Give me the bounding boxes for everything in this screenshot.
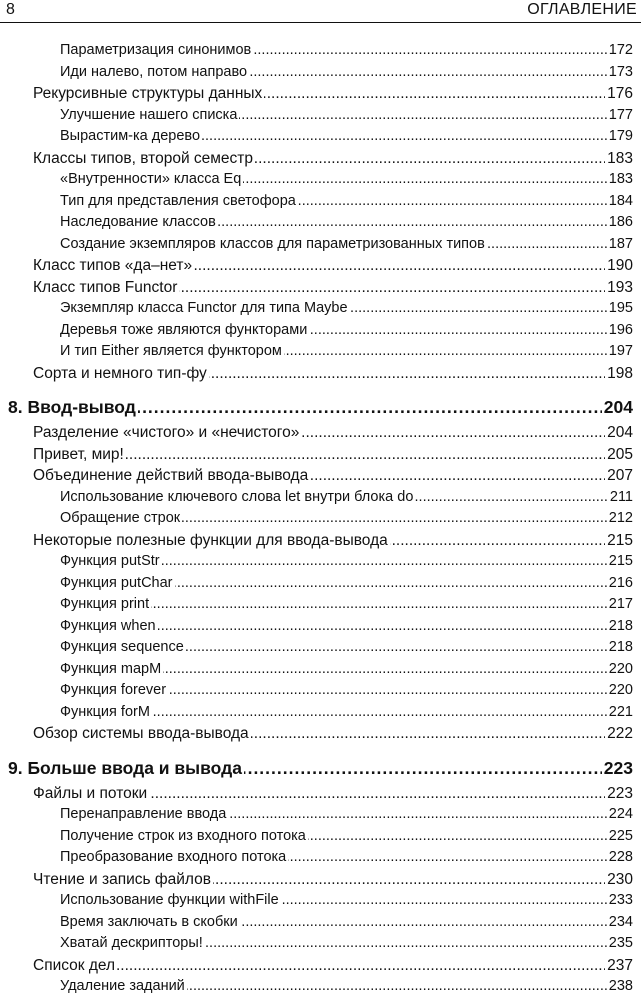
toc-entry-page: 204 — [602, 392, 633, 422]
toc-entry-title: Класс типов «да–нет» — [33, 255, 194, 277]
toc-entry-title: Обращение строк — [60, 508, 182, 530]
toc-section-entry — [0, 363, 641, 385]
toc-chapter-entry — [0, 392, 641, 422]
toc-entry-page: 218 — [607, 637, 633, 659]
toc-entry-page: 223 — [605, 783, 633, 805]
toc-entry-page: 207 — [605, 465, 633, 487]
toc-entry-title: Функция putChar — [60, 573, 175, 595]
toc-subsection-entry — [0, 212, 641, 234]
toc-entry-title: Вырастим-ка дерево — [60, 126, 202, 148]
toc-section-entry — [0, 869, 641, 891]
toc-subsection-entry — [0, 62, 641, 84]
toc-section-entry — [0, 83, 641, 105]
toc-entry-page: 183 — [605, 148, 633, 170]
toc-entry-page: 195 — [607, 298, 633, 320]
toc-entry-title: Классы типов, второй семестр — [33, 148, 255, 170]
page-number: 8 — [6, 1, 15, 18]
toc-entry-title: Некоторые полезные функции для ввода-вывода — [33, 530, 390, 552]
toc-entry-title: Перенаправление ввода — [60, 804, 228, 826]
toc-entry-page: 218 — [607, 616, 633, 638]
toc-chapter-entry — [0, 753, 641, 783]
toc-section-entry — [0, 465, 641, 487]
toc-entry-page: 215 — [605, 530, 633, 552]
toc-section-entry — [0, 530, 641, 552]
toc-subsection-entry — [0, 40, 641, 62]
toc-entry-title: И тип Either является функтором — [60, 341, 284, 363]
toc-subsection-entry — [0, 847, 641, 869]
toc-entry-page: 237 — [605, 955, 633, 977]
toc-entry-page: 215 — [607, 551, 633, 573]
toc-entry-title: Создание экземпляров классов для параметризованных типов — [60, 234, 487, 256]
toc-entry-page: 198 — [605, 363, 633, 385]
toc-entry-title: Привет, мир! — [33, 444, 126, 466]
toc-entry-title: Использование функции withFile — [60, 890, 281, 912]
toc-subsection-entry — [0, 933, 641, 955]
toc-entry-page: 217 — [607, 594, 633, 616]
toc-subsection-entry — [0, 320, 641, 342]
toc-entry-page: 211 — [608, 487, 633, 509]
toc-entry-page: 205 — [605, 444, 633, 466]
toc-entry-page: 234 — [607, 912, 633, 934]
toc-entry-title: Обзор системы ввода-вывода — [33, 723, 251, 745]
toc-entry-title: Список дел — [33, 955, 117, 977]
toc-entry-title: 9. Больше ввода и вывода — [8, 753, 244, 783]
toc-entry-page: 187 — [607, 234, 633, 256]
toc-entry-title: Сорта и немного тип-фу — [33, 363, 209, 385]
toc-subsection-entry — [0, 551, 641, 573]
toc-subsection-entry — [0, 826, 641, 848]
toc-subsection-entry — [0, 616, 641, 638]
toc-section-entry — [0, 255, 641, 277]
toc-entry-title: Улучшение нашего списка — [60, 105, 239, 127]
table-of-contents — [0, 40, 641, 998]
toc-entry-title: Функция forM — [60, 702, 152, 724]
toc-entry-page: 183 — [607, 169, 633, 191]
toc-subsection-entry — [0, 298, 641, 320]
toc-entry-title: Преобразование входного потока — [60, 847, 288, 869]
toc-entry-title: Рекурсивные структуры данных — [33, 83, 264, 105]
toc-subsection-entry — [0, 234, 641, 256]
toc-entry-title: Функция forever — [60, 680, 168, 702]
toc-entry-title: Класс типов Functor — [33, 277, 179, 299]
toc-entry-title: Функция putStr — [60, 551, 162, 573]
dot-leader — [60, 392, 611, 422]
toc-subsection-entry — [0, 105, 641, 127]
toc-entry-page: 197 — [607, 341, 633, 363]
toc-entry-page: 238 — [607, 976, 633, 998]
dot-leader — [60, 444, 611, 466]
toc-subsection-entry — [0, 508, 641, 530]
toc-subsection-entry — [0, 659, 641, 681]
toc-subsection-entry — [0, 702, 641, 724]
toc-section-entry — [0, 148, 641, 170]
toc-section-entry — [0, 277, 641, 299]
toc-entry-page: 177 — [607, 105, 633, 127]
toc-subsection-entry — [0, 976, 641, 998]
dot-leader — [60, 955, 611, 977]
toc-entry-page: 228 — [607, 847, 633, 869]
toc-subsection-entry — [0, 341, 641, 363]
toc-section-entry — [0, 444, 641, 466]
toc-entry-page: 222 — [605, 723, 633, 745]
toc-entry-page: 173 — [607, 62, 633, 84]
toc-entry-page: 184 — [607, 191, 633, 213]
toc-subsection-entry — [0, 487, 641, 509]
toc-entry-title: Хватай дескрипторы! — [60, 933, 205, 955]
toc-entry-page: 223 — [602, 753, 633, 783]
toc-section-entry — [0, 422, 641, 444]
toc-entry-title: 8. Ввод-вывод — [8, 392, 138, 422]
toc-section-entry — [0, 723, 641, 745]
toc-subsection-entry — [0, 912, 641, 934]
toc-entry-title: Разделение «чистого» и «нечистого» — [33, 422, 301, 444]
toc-subsection-entry — [0, 890, 641, 912]
toc-entry-page: 220 — [607, 680, 633, 702]
toc-entry-title: Деревья тоже являются функторами — [60, 320, 309, 342]
toc-entry-title: Время заключать в скобки — [60, 912, 240, 934]
toc-entry-title: Иди налево, потом направо — [60, 62, 249, 84]
toc-entry-title: Удаление заданий — [60, 976, 187, 998]
toc-entry-title: Тип для представления светофора — [60, 191, 298, 213]
toc-entry-title: Чтение и запись файлов — [33, 869, 213, 891]
toc-subsection-entry — [0, 191, 641, 213]
toc-entry-page: 179 — [607, 126, 633, 148]
toc-entry-page: 212 — [607, 508, 633, 530]
toc-entry-title: Использование ключевого слова let внутри блока do — [60, 487, 415, 509]
toc-entry-title: Функция when — [60, 616, 158, 638]
toc-entry-title: Функция sequence — [60, 637, 186, 659]
toc-entry-title: Функция print — [60, 594, 151, 616]
toc-entry-page: 221 — [607, 702, 633, 724]
toc-entry-title: Наследование классов — [60, 212, 218, 234]
toc-entry-title: Функция mapM — [60, 659, 163, 681]
page-header — [0, 0, 641, 23]
toc-entry-page: 193 — [605, 277, 633, 299]
toc-subsection-entry — [0, 637, 641, 659]
toc-entry-page: 176 — [605, 83, 633, 105]
toc-entry-page: 196 — [607, 320, 633, 342]
toc-entry-page: 186 — [607, 212, 633, 234]
toc-subsection-entry — [0, 573, 641, 595]
toc-subsection-entry — [0, 594, 641, 616]
toc-entry-title: «Внутренности» класса Eq — [60, 169, 243, 191]
toc-entry-page: 230 — [605, 869, 633, 891]
toc-entry-title: Получение строк из входного потока — [60, 826, 308, 848]
toc-section-entry — [0, 955, 641, 977]
toc-entry-page: 204 — [605, 422, 633, 444]
toc-entry-page: 233 — [607, 890, 633, 912]
toc-entry-title: Файлы и потоки — [33, 783, 149, 805]
toc-entry-title: Параметризация синонимов — [60, 40, 253, 62]
toc-subsection-entry — [0, 680, 641, 702]
toc-subsection-entry — [0, 126, 641, 148]
toc-subsection-entry — [0, 169, 641, 191]
toc-section-entry — [0, 783, 641, 805]
toc-entry-page: 220 — [607, 659, 633, 681]
toc-entry-page: 216 — [607, 573, 633, 595]
toc-entry-page: 224 — [607, 804, 633, 826]
running-title: ОГЛАВЛЕНИЕ — [527, 1, 637, 18]
toc-entry-page: 172 — [607, 40, 633, 62]
toc-entry-title: Объединение действий ввода-вывода — [33, 465, 310, 487]
toc-entry-page: 235 — [607, 933, 633, 955]
toc-entry-title: Экземпляр класса Functor для типа Maybe — [60, 298, 350, 320]
toc-subsection-entry — [0, 804, 641, 826]
toc-entry-page: 190 — [605, 255, 633, 277]
toc-entry-page: 225 — [607, 826, 633, 848]
